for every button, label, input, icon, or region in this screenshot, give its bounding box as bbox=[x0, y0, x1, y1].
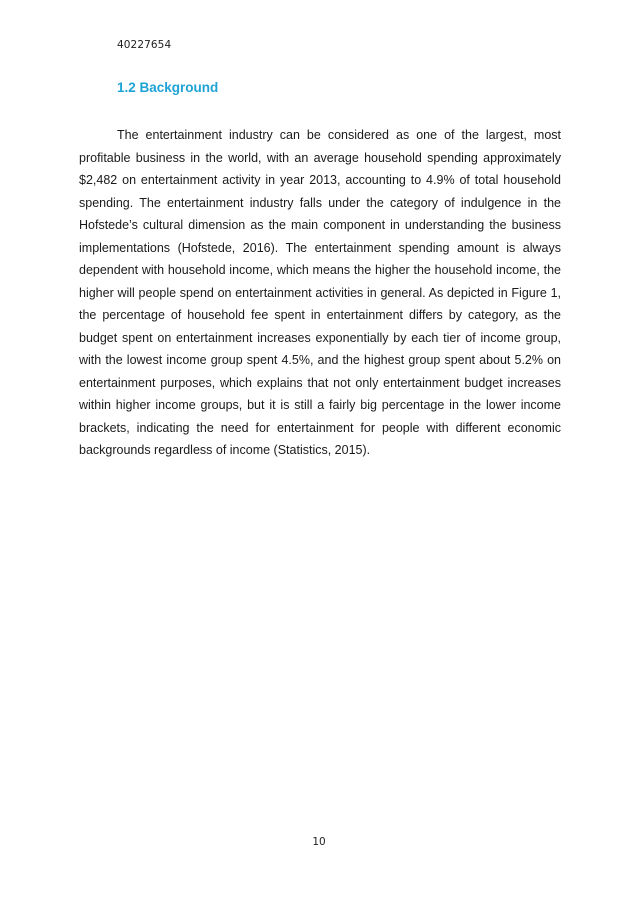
section-heading: 1.2 Background bbox=[117, 80, 219, 95]
student-id-header: 40227654 bbox=[117, 39, 172, 51]
page-number: 10 bbox=[312, 836, 326, 848]
body-paragraph: The entertainment industry can be considered as one of the largest, most profitable business in the world, with an average household spending approximately $2,482 on entertainment activity in year 2013, accounting to 4.9% of total household spending. The entertainment industry falls under the category of indulgence in the Hofstede’s cultural dimension as the main component in understanding the business implementations (Hofstede, 2016). The entertainment spending amount is always dependent with household income, which means the higher the household income, the higher will people spend on entertainment activities in general. As depicted in Figure 1, the percentage of household fee spent in entertainment differs by category, as the budget spent on entertainment increases exponentially by each tier of income group, with the lowest income group spent 4.5%, and the highest group spent about 5.2% on entertainment purposes, which explains that not only entertainment budget increases within higher income groups, but it is still a fairly big percentage in the lower income brackets, indicating the need for entertainment for people with different economic backgrounds regardless of income (Statistics, 2015). bbox=[79, 128, 561, 457]
